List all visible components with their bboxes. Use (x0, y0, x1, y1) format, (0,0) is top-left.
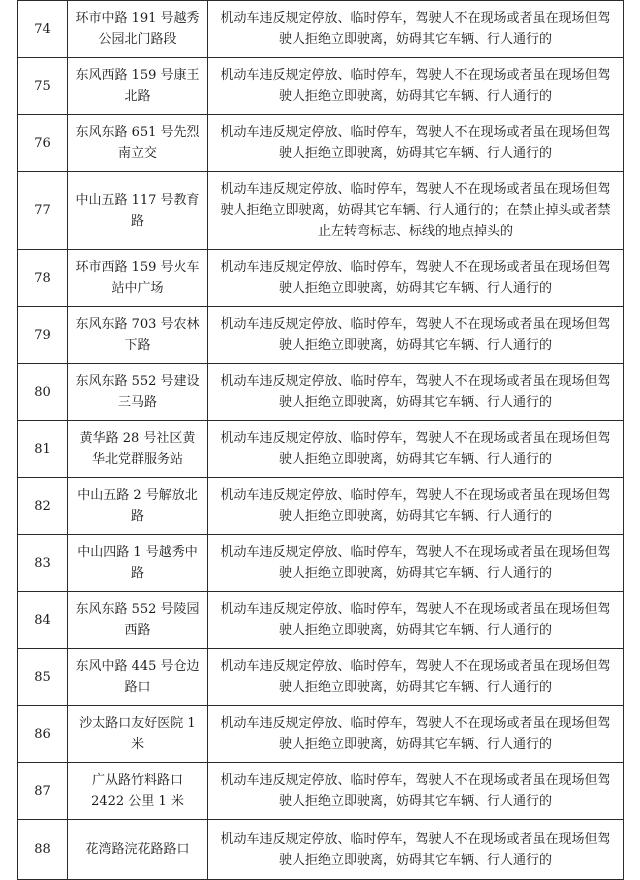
violation-cell: 机动车违反规定停放、临时停车，驾驶人不在现场或者虽在现场但驾驶人拒绝立即驶离，妨碍其它车辆、行人通行的 (208, 421, 624, 478)
violation-location-table (17, 0, 624, 880)
table-row (18, 115, 624, 172)
location-cell: 中山四路 1 号越秀中路 (68, 535, 208, 592)
violation-cell: 机动车违反规定停放、临时停车，驾驶人不在现场或者虽在现场但驾驶人拒绝立即驶离，妨碍其它车辆、行人通行的 (208, 115, 624, 172)
violation-cell: 机动车违反规定停放、临时停车，驾驶人不在现场或者虽在现场但驾驶人拒绝立即驶离，妨碍其它车辆、行人通行的；在禁止掉头或者禁止左转弯标志、标线的地点掉头的 (208, 172, 624, 250)
location-cell: 东风东路 651 号先烈南立交 (68, 115, 208, 172)
table-row (18, 421, 624, 478)
violation-cell: 机动车违反规定停放、临时停车，驾驶人不在现场或者虽在现场但驾驶人拒绝立即驶离，妨碍其它车辆、行人通行的 (208, 820, 624, 880)
row-number: 81 (18, 421, 68, 478)
row-number: 88 (18, 820, 68, 880)
location-cell: 环市西路 159 号火车站中广场 (68, 250, 208, 307)
table-row (18, 478, 624, 535)
location-cell: 中山五路 2 号解放北路 (68, 478, 208, 535)
location-cell: 沙太路口友好医院 1 米 (68, 706, 208, 763)
table-row (18, 706, 624, 763)
location-cell: 环市中路 191 号越秀公园北门路段 (68, 1, 208, 58)
document-page (17, 0, 623, 880)
row-number: 85 (18, 649, 68, 706)
table-row (18, 535, 624, 592)
row-number: 80 (18, 364, 68, 421)
table-row (18, 820, 624, 880)
table-row (18, 172, 624, 250)
violation-cell: 机动车违反规定停放、临时停车，驾驶人不在现场或者虽在现场但驾驶人拒绝立即驶离，妨碍其它车辆、行人通行的 (208, 58, 624, 115)
table-row (18, 649, 624, 706)
table-row (18, 763, 624, 820)
location-cell: 花湾路浣花路路口 (68, 820, 208, 880)
location-cell: 东风西路 159 号康王北路 (68, 58, 208, 115)
row-number: 86 (18, 706, 68, 763)
row-number: 76 (18, 115, 68, 172)
table-row (18, 592, 624, 649)
row-number: 79 (18, 307, 68, 364)
violation-cell: 机动车违反规定停放、临时停车，驾驶人不在现场或者虽在现场但驾驶人拒绝立即驶离，妨碍其它车辆、行人通行的 (208, 1, 624, 58)
violation-cell: 机动车违反规定停放、临时停车，驾驶人不在现场或者虽在现场但驾驶人拒绝立即驶离，妨碍其它车辆、行人通行的 (208, 535, 624, 592)
row-number: 77 (18, 172, 68, 250)
row-number: 74 (18, 1, 68, 58)
row-number: 82 (18, 478, 68, 535)
table-row (18, 250, 624, 307)
row-number: 84 (18, 592, 68, 649)
violation-cell: 机动车违反规定停放、临时停车，驾驶人不在现场或者虽在现场但驾驶人拒绝立即驶离，妨碍其它车辆、行人通行的 (208, 763, 624, 820)
location-cell: 东风中路 445 号仓边路口 (68, 649, 208, 706)
violation-cell: 机动车违反规定停放、临时停车，驾驶人不在现场或者虽在现场但驾驶人拒绝立即驶离，妨碍其它车辆、行人通行的 (208, 649, 624, 706)
violation-cell: 机动车违反规定停放、临时停车，驾驶人不在现场或者虽在现场但驾驶人拒绝立即驶离，妨碍其它车辆、行人通行的 (208, 592, 624, 649)
row-number: 75 (18, 58, 68, 115)
table-row (18, 307, 624, 364)
row-number: 83 (18, 535, 68, 592)
table-row (18, 58, 624, 115)
table-row (18, 364, 624, 421)
location-cell: 广从路竹料路口 2422 公里 1 米 (68, 763, 208, 820)
violation-cell: 机动车违反规定停放、临时停车，驾驶人不在现场或者虽在现场但驾驶人拒绝立即驶离，妨碍其它车辆、行人通行的 (208, 478, 624, 535)
violation-cell: 机动车违反规定停放、临时停车，驾驶人不在现场或者虽在现场但驾驶人拒绝立即驶离，妨碍其它车辆、行人通行的 (208, 364, 624, 421)
row-number: 78 (18, 250, 68, 307)
location-cell: 黄华路 28 号社区黄华北党群服务站 (68, 421, 208, 478)
location-cell: 东风东路 552 号建设三马路 (68, 364, 208, 421)
violation-cell: 机动车违反规定停放、临时停车，驾驶人不在现场或者虽在现场但驾驶人拒绝立即驶离，妨碍其它车辆、行人通行的 (208, 706, 624, 763)
location-cell: 东风东路 552 号陵园西路 (68, 592, 208, 649)
location-cell: 东风东路 703 号农林下路 (68, 307, 208, 364)
violation-cell: 机动车违反规定停放、临时停车，驾驶人不在现场或者虽在现场但驾驶人拒绝立即驶离，妨碍其它车辆、行人通行的 (208, 307, 624, 364)
violation-cell: 机动车违反规定停放、临时停车，驾驶人不在现场或者虽在现场但驾驶人拒绝立即驶离，妨碍其它车辆、行人通行的 (208, 250, 624, 307)
table-row (18, 1, 624, 58)
location-cell: 中山五路 117 号教育路 (68, 172, 208, 250)
row-number: 87 (18, 763, 68, 820)
